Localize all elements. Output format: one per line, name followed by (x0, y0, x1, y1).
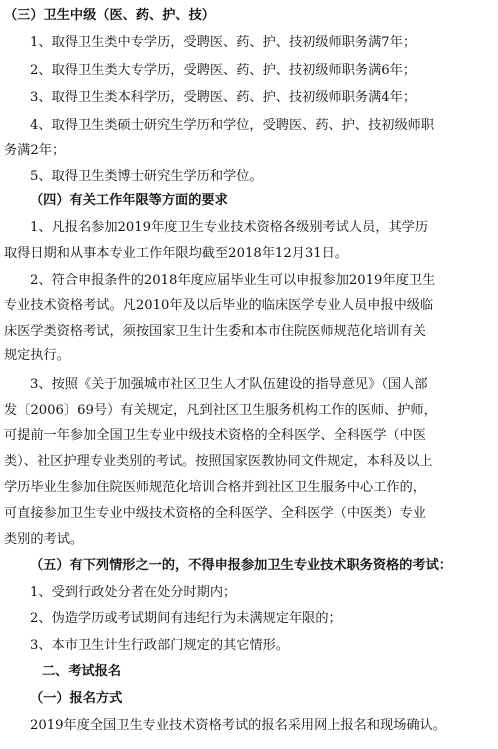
section3-heading: （三）卫生中级（医、药、护、技） (4, 8, 215, 23)
part2-text: 2019年度全国卫生专业技术资格考试的报名采用网上报名和现场确认。 (30, 718, 446, 733)
part2-sub-heading: （一）报名方式 (30, 691, 123, 706)
section4-line-1: 1、凡报名参加2019年度卫生专业技术资格各级别考试人员，其学历 (30, 220, 429, 235)
section4-line-5: 床医学类资格考试，须按国家卫生计生委和本市住院医师规范化培训有关 (4, 324, 426, 339)
section3-item-5: 5、取得卫生类博士研究生学历和学位。 (30, 169, 263, 184)
section3-item-4-cont: 务满2年； (4, 143, 66, 158)
section4-line-10: 类）、社区护理专业类别的考试。按照国家医教协同文件规定，本科及以上 (4, 454, 433, 469)
section4-heading: （四）有关工作年限等方面的要求 (30, 193, 228, 208)
section3-item-3: 3、取得卫生类本科学历，受聘医、药、护、技初级师职务满4年； (30, 90, 417, 105)
section4-line-3: 2、符合申报条件的2018年度应届毕业生可以申报参加2019年度卫生 (30, 273, 436, 288)
section4-line-4: 专业技术资格考试。凡2010年及以后毕业的临床医学专业人员申报中级临 (4, 298, 434, 313)
section3-item-1: 1、取得卫生类中专学历，受聘医、药、护、技初级师职务满7年； (30, 35, 417, 50)
section5-item-3: 3、本市卫生计生行政部门规定的其它情形。 (30, 638, 289, 653)
section4-line-2: 取得日期和从事本专业工作年限均截至2018年12月31日。 (4, 246, 349, 261)
section4-line-11: 学历毕业生参加住院医师规范化培训合格并到社区卫生服务中心工作的， (4, 480, 426, 495)
part2-heading: 二、考试报名 (42, 664, 122, 679)
section4-line-8: 发〔2006〕69号）有关规定，凡到社区卫生服务机构工作的医师、护师， (4, 403, 437, 418)
section3-item-4: 4、取得卫生类硕士研究生学历和学位，受聘医、药、护、技初级师职 (30, 118, 435, 133)
section4-line-13: 类别的考试。 (4, 532, 84, 547)
section5-item-2: 2、伪造学历或考试期间有违纪行为未满规定年限的； (30, 611, 342, 626)
section4-line-6: 规定执行。 (4, 348, 70, 363)
section4-line-12: 可直接参加卫生专业中级技术资格的全科医学、全科医学（中医类）专业 (4, 506, 426, 521)
section5-item-1: 1、受到行政处分者在处分时期内； (30, 585, 237, 600)
section5-heading: （五）有下列情形之一的，不得申报参加卫生专业技术职务资格的考试： (30, 558, 452, 573)
section3-item-2: 2、取得卫生类大专学历，受聘医、药、护、技初级师职务满6年； (30, 63, 417, 78)
section4-line-7: 3、按照《关于加强城市社区卫生人才队伍建设的指导意见》（国人部 (30, 377, 428, 392)
section4-line-9: 可提前一年参加全国卫生专业中级技术资格的全科医学、全科医学（中医 (4, 428, 426, 443)
